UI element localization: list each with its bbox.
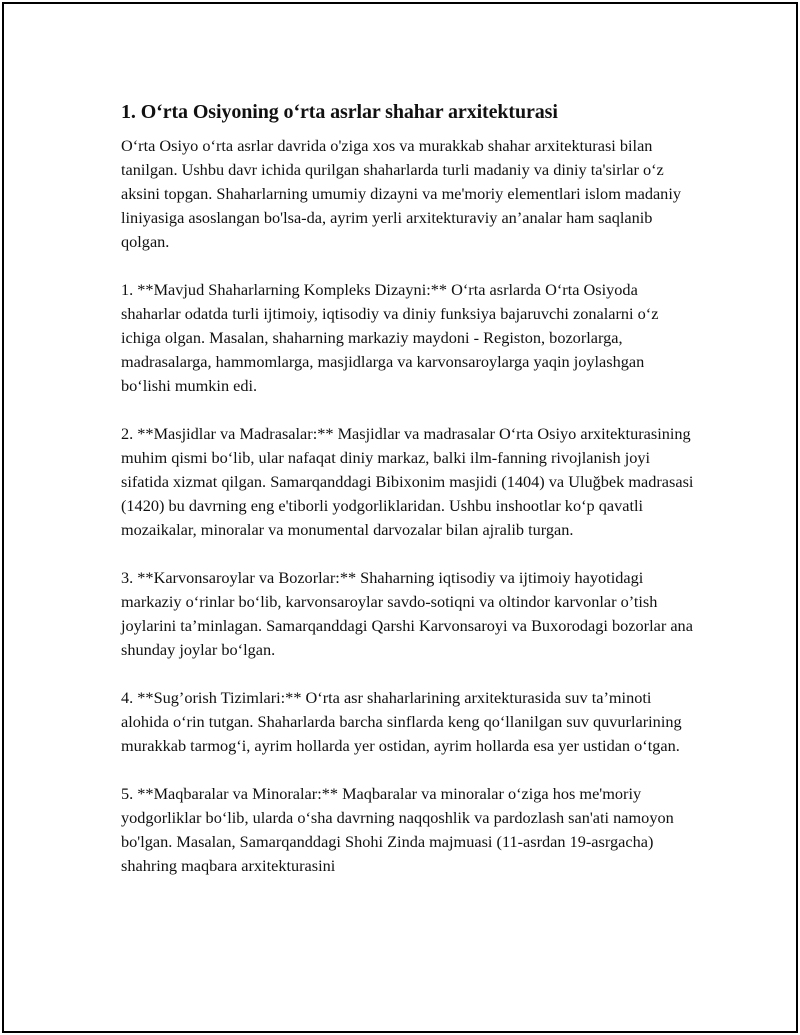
- intro-paragraph: O‘rta Osiyo o‘rta asrlar davrida o'ziga xos va murakkab shahar arxitekturasi bilan tanilgan. Ushbu davr ichida qurilgan shaharlarda turli madaniy va diniy ta'sirlar o‘z aksini topgan. Shaharlarning umumiy dizayni va me'moriy elementlari islom madaniy liniyasiga asoslangan bo'lsa-da, ayrim yerli arxitekturaviy an’analar ham saqlanib qolgan.: [121, 136, 681, 251]
- document-body: [121, 99, 696, 902]
- paragraph-caravanserais-bazaars: 3. **Karvonsaroylar va Bozorlar:** Shaharning iqtisodiy va ijtimoiy hayotidagi markaziy o‘rinlar bo‘lib, karvonsaroylar savdo-sotiqni va oltindor karvonlar o’tish joylarini ta’minlagan. Samarqanddagi Qarshi Karvonsaroyi va Buxorodagi bozorlar ana shunday joylar bo‘lgan.: [121, 568, 693, 659]
- paragraph-mausoleums-minarets: 5. **Maqbaralar va Minoralar:** Maqbaralar va minoralar o‘ziga hos me'moriy yodgorliklar bo‘lib, ularda o‘sha davrning naqqoshlik va pardozlash san'ati namoyon bo'lgan. Masalan, Samarqanddagi Shohi Zinda majmuasi (11-asrdan 19-asrgacha) shahring maqbara arxitekturasini: [121, 784, 674, 875]
- document-title: 1. O‘rta Osiyoning o‘rta asrlar shahar arxitekturasi: [121, 101, 558, 123]
- paragraph-mosques-madrasas: 2. **Masjidlar va Madrasalar:** Masjidlar va madrasalar O‘rta Osiyo arxitekturasining muhim qismi bo‘lib, ular nafaqat diniy markaz, balki ilm-fanning rivojlanish joyi sifatida xizmat qilgan. Samarqanddagi Bibixonim masjidi (1404) va Uluğbek madrasasi (1420) bu davrning eng e'tiborli yodgorliklaridan. Ushbu inshootlar ko‘p qavatli mozaikalar, minoralar va monumental darvozalar bilan ajralib turgan.: [121, 424, 694, 539]
- paragraph-complex-design: 1. **Mavjud Shaharlarning Kompleks Dizayni:** O‘rta asrlarda O‘rta Osiyoda shaharlar odatda turli ijtimoiy, iqtisodiy va diniy funksiya bajaruvchi zonalarni o‘z ichiga olgan. Masalan, shaharning markaziy maydoni - Registon, bozorlarga, madrasalarga, hammomlarga, masjidlarga va karvonsaroylarga yaqin joylashgan bo‘lishi mumkin edi.: [121, 280, 659, 395]
- paragraph-irrigation-systems: 4. **Sug’orish Tizimlari:** O‘rta asr shaharlarining arxitekturasida suv ta’minoti alohida o‘rin tutgan. Shaharlarda barcha sinflarda keng qo‘llanilgan suv quvurlarining murakkab tarmog‘i, ayrim hollarda yer ostidan, ayrim hollarda esa yer ustidan o‘tgan.: [121, 688, 682, 755]
- page-frame: [2, 2, 798, 1033]
